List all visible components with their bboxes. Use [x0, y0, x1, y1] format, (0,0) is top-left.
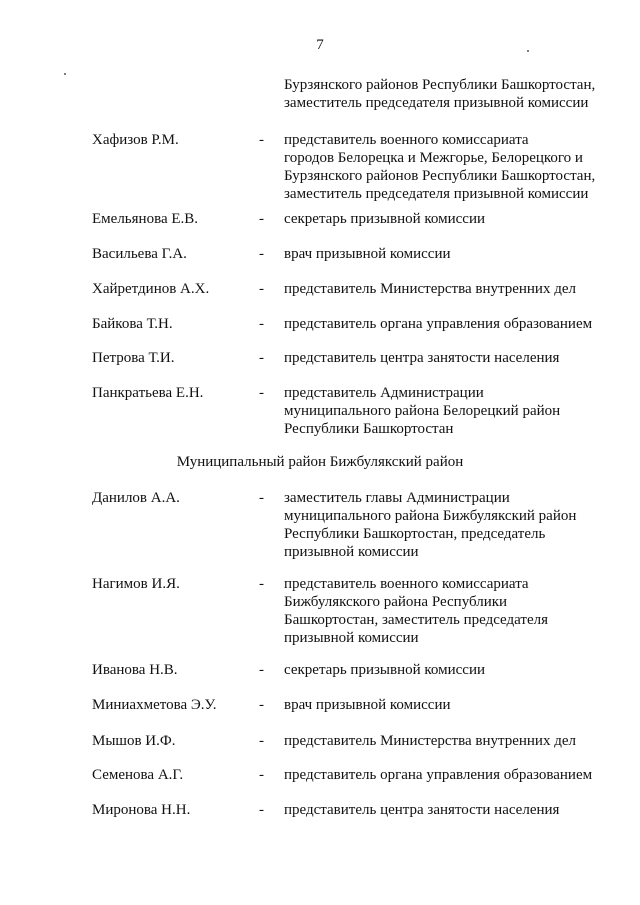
member-dash: - — [259, 246, 264, 262]
member-role-line: представитель военного комиссариата — [284, 132, 529, 148]
member-role-line: Башкортостан, заместитель председателя — [284, 612, 549, 628]
page-number: 7 — [316, 37, 324, 53]
member-role — [284, 575, 629, 647]
member-role-line: представитель центра занятости населения — [284, 350, 560, 366]
member-role-line: призывной комиссии — [284, 630, 419, 646]
member-role-line: секретарь призывной комиссии — [284, 662, 486, 678]
member-name: Мышов И.Ф. — [92, 733, 176, 749]
member-dash: - — [259, 697, 264, 713]
member-role — [284, 210, 629, 228]
member-dash: - — [259, 316, 264, 332]
member-role-line: представитель Министерства внутренних дел — [284, 281, 576, 297]
member-role — [284, 661, 629, 679]
member-dash: - — [259, 767, 264, 783]
member-role — [284, 245, 629, 263]
member-role-line: муниципального района Бижбулякский район — [284, 508, 577, 524]
member-name: Нагимов И.Я. — [92, 576, 180, 592]
member-role-line: городов Белорецка и Межгорье, Белорецкого и — [284, 150, 583, 166]
member-name: Иванова Н.В. — [92, 662, 178, 678]
member-name: Васильева Г.А. — [92, 246, 187, 262]
member-role-line: врач призывной комиссии — [284, 246, 451, 262]
member-dash: - — [259, 385, 264, 401]
member-role-line: представитель Администрации — [284, 385, 484, 401]
member-name: Миронова Н.Н. — [92, 802, 191, 818]
member-role-line: представитель военного комиссариата — [284, 576, 529, 592]
member-role — [284, 696, 629, 714]
member-role-line: представитель Министерства внутренних дел — [284, 733, 576, 749]
member-name: Семенова А.Г. — [92, 767, 184, 783]
member-role-line: Бижбулякского района Республики — [284, 594, 508, 610]
member-role-line: врач призывной комиссии — [284, 697, 451, 713]
member-role-line: представитель органа управления образованием — [284, 767, 593, 783]
member-role-line: представитель центра занятости населения — [284, 802, 560, 818]
member-dash: - — [259, 733, 264, 749]
member-dash: - — [259, 211, 264, 227]
member-name: Петрова Т.И. — [92, 350, 175, 366]
member-name: Байкова Т.Н. — [92, 316, 173, 332]
member-role-line: призывной комиссии — [284, 544, 419, 560]
section-heading: Муниципальный район Бижбулякский район — [176, 454, 464, 470]
member-role-line: муниципального района Белорецкий район — [284, 403, 561, 419]
continuation-line: заместитель председателя призывной комиссии — [284, 95, 589, 111]
member-dash: - — [259, 350, 264, 366]
member-role — [284, 732, 629, 750]
member-role — [284, 131, 629, 203]
member-dash: - — [259, 802, 264, 818]
member-dash: - — [259, 662, 264, 678]
member-role-line: заместитель председателя призывной комиссии — [284, 186, 589, 202]
member-name: Данилов А.А. — [92, 490, 180, 506]
member-role — [284, 489, 629, 561]
continuation-text — [284, 76, 595, 112]
member-name: Емельянова Е.В. — [92, 211, 199, 227]
member-name: Хафизов Р.М. — [92, 132, 179, 148]
member-name: Хайретдинов А.Х. — [92, 281, 210, 297]
member-role — [284, 766, 629, 784]
member-role — [284, 384, 629, 438]
member-role — [284, 349, 629, 367]
member-role-line: заместитель главы Администрации — [284, 490, 510, 506]
member-dash: - — [259, 132, 264, 148]
member-dash: - — [259, 576, 264, 592]
scan-speck — [527, 50, 529, 52]
member-role — [284, 280, 629, 298]
member-role-line: Республики Башкортостан — [284, 421, 454, 437]
scan-speck — [64, 73, 66, 75]
continuation-line: Бурзянского районов Республики Башкортостан, — [284, 77, 596, 93]
member-role — [284, 315, 629, 333]
member-dash: - — [259, 490, 264, 506]
member-role — [284, 801, 629, 819]
member-name: Миниахметова Э.У. — [92, 697, 217, 713]
member-role-line: представитель органа управления образованием — [284, 316, 593, 332]
member-role-line: секретарь призывной комиссии — [284, 211, 486, 227]
member-role-line: Бурзянского районов Республики Башкортостан, — [284, 168, 596, 184]
member-role-line: Республики Башкортостан, председатель — [284, 526, 546, 542]
member-name: Панкратьева Е.Н. — [92, 385, 204, 401]
member-dash: - — [259, 281, 264, 297]
